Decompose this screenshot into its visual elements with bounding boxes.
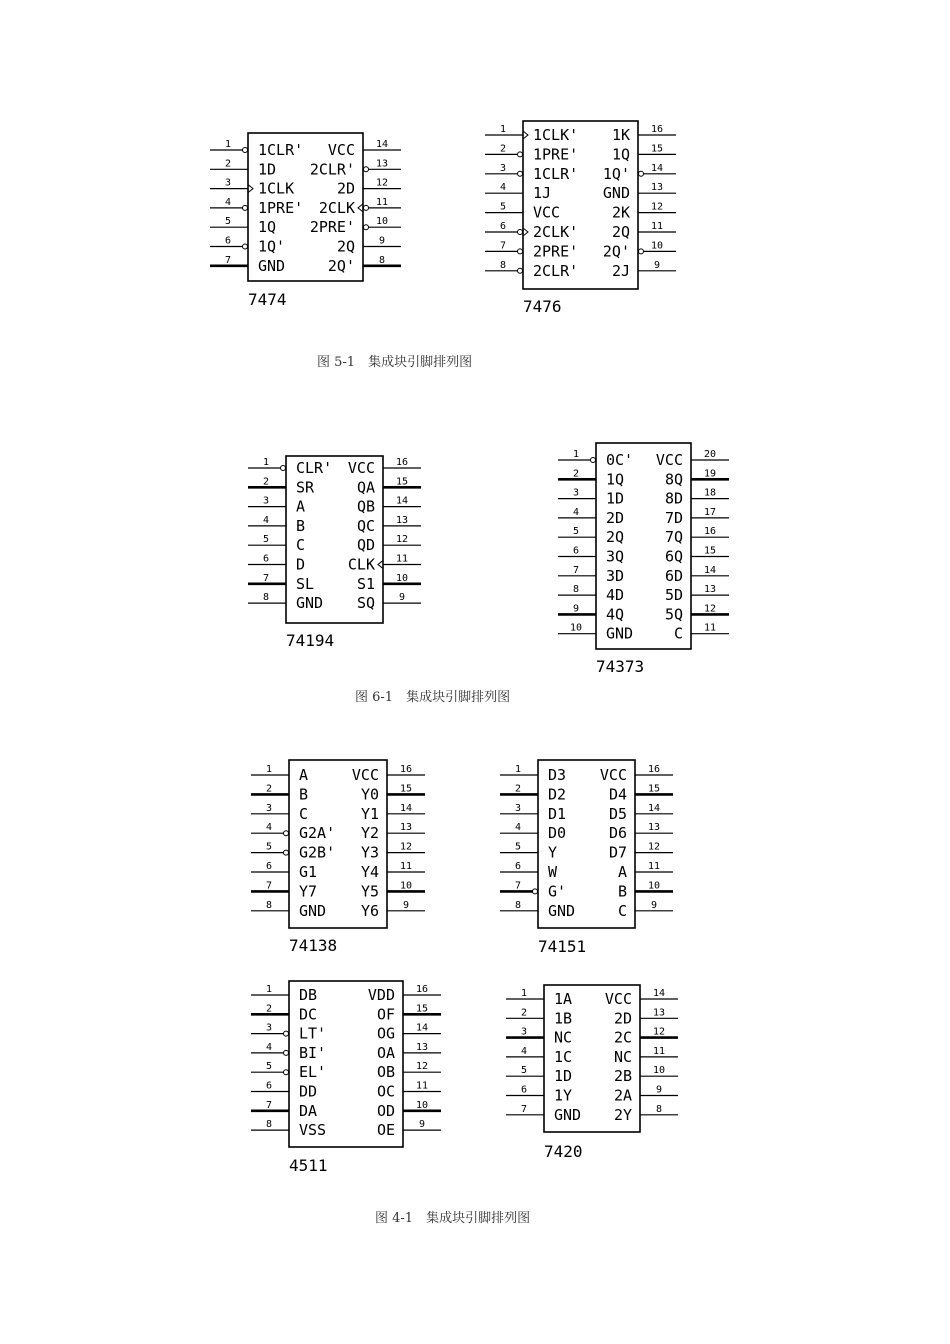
pin-number-left: 5 xyxy=(514,841,522,853)
pin-label-left: 1CLR' xyxy=(258,141,304,159)
pin-label-left: DB xyxy=(299,986,318,1004)
pin-label-left: Y xyxy=(548,843,558,862)
pin-number-right: 9 xyxy=(650,899,658,911)
pin-number-right: 12 xyxy=(652,1026,666,1038)
pin-label-right: A xyxy=(617,863,627,881)
figure-caption: 图 6-1 集成块引脚排列图 xyxy=(355,690,511,705)
chip-74138 xyxy=(251,760,425,955)
pin-number-left: 2 xyxy=(499,143,507,155)
pin-label-right: OF xyxy=(376,1005,395,1024)
pin-number-right: 11 xyxy=(415,1080,429,1092)
pin-label-right: D4 xyxy=(608,785,627,804)
pin-label-left: D2 xyxy=(548,785,567,804)
pin-number-right: 19 xyxy=(703,468,717,480)
pin-label-right: 2D xyxy=(613,1009,632,1028)
pin-label-right: 2D xyxy=(336,179,355,198)
pin-number-left: 7 xyxy=(520,1103,528,1115)
chip-name: 74194 xyxy=(286,631,335,650)
pin-label-right: 2B xyxy=(613,1067,632,1086)
pin-number-right: 13 xyxy=(652,1007,666,1019)
pin-label-right: OA xyxy=(376,1043,395,1062)
pin-number-left: 4 xyxy=(262,514,270,526)
pin-number-left: 3 xyxy=(224,177,232,189)
pin-number-right: 11 xyxy=(395,553,409,565)
pin-number-right: 15 xyxy=(647,783,661,795)
pin-label-left: 1A xyxy=(554,990,573,1008)
pin-label-right: C xyxy=(617,901,627,920)
pin-number-right: 11 xyxy=(375,196,389,208)
pin-label-right: 2C xyxy=(613,1028,632,1047)
pin-label-right: QD xyxy=(356,536,375,555)
chip-name: 74138 xyxy=(289,936,338,955)
pin-label-left: GND xyxy=(299,901,327,920)
pin-number-right: 14 xyxy=(652,988,666,999)
pin-label-right: S1 xyxy=(356,574,375,593)
pin-number-left: 2 xyxy=(224,158,232,170)
pin-number-right: 16 xyxy=(647,764,661,775)
pin-number-left: 3 xyxy=(499,162,507,174)
pin-number-right: 10 xyxy=(399,880,413,892)
pin-number-right: 14 xyxy=(375,139,389,150)
pin-label-left: 1D xyxy=(554,1067,573,1086)
pin-label-right: 7D xyxy=(664,508,683,527)
pin-number-left: 5 xyxy=(265,841,273,853)
figure-caption: 图 4-1 集成块引脚排列图 xyxy=(375,1211,531,1226)
figure-caption: 图 5-1 集成块引脚排列图 xyxy=(317,355,473,370)
pin-label-right: 2K xyxy=(611,203,630,222)
pin-number-left: 9 xyxy=(572,603,580,615)
pin-label-left: D0 xyxy=(548,824,567,843)
pin-label-left: 1J xyxy=(533,184,552,203)
pin-label-right: 2CLR' xyxy=(309,160,355,179)
pin-label-left: 1Q xyxy=(258,218,277,237)
pin-label-left: 0C' xyxy=(606,451,634,469)
pin-label-left: G2B' xyxy=(299,843,336,862)
pin-label-left: NC xyxy=(554,1028,573,1047)
chip-7420 xyxy=(506,985,678,1161)
chip-7476 xyxy=(485,121,676,316)
chip-name: 4511 xyxy=(289,1156,328,1175)
pin-label-left: 1PRE' xyxy=(533,145,579,164)
pin-number-left: 4 xyxy=(514,822,522,834)
pin-number-left: 10 xyxy=(569,622,583,634)
pin-number-right: 10 xyxy=(415,1099,429,1111)
pin-label-right: VCC xyxy=(351,766,379,784)
pin-label-left: C xyxy=(296,536,306,555)
pin-number-left: 3 xyxy=(520,1026,528,1038)
pin-number-left: 6 xyxy=(265,1080,273,1092)
pin-label-left: C xyxy=(299,804,309,823)
pin-label-right: Y4 xyxy=(360,863,379,881)
pin-number-left: 1 xyxy=(224,139,232,150)
pin-label-left: G2A' xyxy=(299,824,336,843)
pin-number-right: 10 xyxy=(375,216,389,228)
pin-number-right: 11 xyxy=(650,221,664,232)
pin-label-left: CLR' xyxy=(296,459,333,477)
pin-number-left: 7 xyxy=(499,240,507,252)
inverter-bubble xyxy=(518,230,523,235)
inverter-bubble xyxy=(518,249,523,254)
inverter-bubble xyxy=(284,1050,289,1055)
pin-number-left: 7 xyxy=(514,880,522,892)
pin-label-right: 5Q xyxy=(664,605,683,624)
pin-number-right: 16 xyxy=(650,124,664,135)
pin-number-left: 6 xyxy=(572,545,580,557)
pin-label-left: 4D xyxy=(606,586,625,605)
inverter-bubble xyxy=(533,889,538,894)
chip-74194 xyxy=(248,456,421,650)
pin-label-left: A xyxy=(299,766,309,784)
pin-label-left: 3Q xyxy=(606,547,625,566)
pin-label-left: 3D xyxy=(606,566,625,585)
pin-label-right: OB xyxy=(376,1063,395,1082)
pin-number-left: 3 xyxy=(514,802,522,814)
pin-number-right: 12 xyxy=(395,534,409,546)
pin-number-left: 7 xyxy=(572,564,580,576)
chip-74373 xyxy=(558,443,729,676)
pin-number-right: 10 xyxy=(647,880,661,892)
pin-number-right: 14 xyxy=(647,802,661,814)
pin-number-right: 11 xyxy=(647,861,661,872)
chip-7474 xyxy=(210,133,401,309)
pin-number-left: 3 xyxy=(265,802,273,814)
pin-number-left: 5 xyxy=(224,216,232,228)
pin-number-right: 15 xyxy=(399,783,413,795)
pin-number-right: 8 xyxy=(655,1103,663,1115)
inverter-bubble xyxy=(284,850,289,855)
pin-label-left: GND xyxy=(258,256,286,275)
pin-label-left: DC xyxy=(299,1005,318,1024)
pin-label-right: VCC xyxy=(604,990,632,1008)
pin-label-right: Y1 xyxy=(360,804,379,823)
pin-number-left: 3 xyxy=(262,495,270,507)
pin-number-right: 12 xyxy=(415,1061,429,1073)
pin-label-left: 1Y xyxy=(554,1086,573,1105)
pin-number-left: 2 xyxy=(262,476,270,488)
pin-number-left: 8 xyxy=(514,899,522,911)
pin-number-right: 15 xyxy=(395,476,409,488)
pin-label-right: 2Q xyxy=(336,237,355,256)
pin-label-left: 1C xyxy=(554,1047,573,1066)
pin-label-left: D1 xyxy=(548,804,567,823)
pin-label-left: SR xyxy=(296,478,315,497)
pin-number-left: 6 xyxy=(514,861,522,872)
chip-name: 7476 xyxy=(523,297,562,316)
pin-label-left: DA xyxy=(299,1101,318,1120)
pin-label-right: QA xyxy=(356,478,375,497)
pin-number-right: 14 xyxy=(650,162,664,174)
inverter-bubble xyxy=(243,205,248,210)
pin-label-left: Y7 xyxy=(299,882,318,901)
pin-label-right: VCC xyxy=(327,141,355,159)
pin-label-left: GND xyxy=(554,1105,582,1124)
pin-number-left: 5 xyxy=(572,526,580,538)
pin-label-right: 2Y xyxy=(613,1105,632,1124)
pin-number-right: 13 xyxy=(650,182,664,194)
pin-number-right: 13 xyxy=(647,822,661,834)
inverter-bubble xyxy=(518,171,523,176)
pin-label-left: GND xyxy=(548,901,576,920)
pin-number-right: 12 xyxy=(647,841,661,853)
pin-number-right: 13 xyxy=(415,1041,429,1053)
pin-number-right: 16 xyxy=(395,457,409,468)
pin-number-right: 10 xyxy=(395,572,409,584)
pin-label-left: VSS xyxy=(299,1121,327,1140)
pin-label-right: 2Q xyxy=(611,223,630,241)
pin-number-right: 9 xyxy=(378,235,386,247)
inverter-bubble xyxy=(639,171,644,176)
pin-number-left: 4 xyxy=(265,822,273,834)
pin-label-left: 2CLR' xyxy=(533,261,579,280)
pin-number-left: 5 xyxy=(520,1065,528,1077)
inverter-bubble xyxy=(364,205,369,210)
pin-number-left: 1 xyxy=(572,449,580,460)
pin-label-right: VCC xyxy=(599,766,627,784)
pin-label-left: 2PRE' xyxy=(533,242,579,261)
pin-number-left: 4 xyxy=(520,1045,528,1057)
pin-number-right: 18 xyxy=(703,487,717,499)
pin-number-right: 20 xyxy=(703,449,717,460)
pin-number-left: 3 xyxy=(265,1022,273,1034)
inverter-bubble xyxy=(284,1070,289,1075)
pin-number-left: 7 xyxy=(262,572,270,584)
pin-number-right: 9 xyxy=(402,899,410,911)
inverter-bubble xyxy=(639,249,644,254)
pin-number-left: 8 xyxy=(499,259,507,271)
pin-number-right: 11 xyxy=(399,861,413,872)
pin-number-right: 11 xyxy=(652,1045,666,1057)
pin-number-right: 16 xyxy=(703,526,717,538)
pin-number-right: 14 xyxy=(399,802,413,814)
pin-label-right: 8D xyxy=(664,489,683,508)
pin-number-right: 13 xyxy=(375,158,389,170)
pin-number-right: 13 xyxy=(399,822,413,834)
pin-label-left: SL xyxy=(296,574,315,593)
pin-label-right: 2Q' xyxy=(327,256,355,275)
pin-label-right: 2CLK xyxy=(318,198,355,217)
pin-number-right: 9 xyxy=(418,1119,426,1131)
pin-label-right: Y6 xyxy=(360,901,379,920)
pin-number-right: 10 xyxy=(650,240,664,252)
pin-number-left: 6 xyxy=(520,1084,528,1096)
pin-label-right: D6 xyxy=(608,824,627,843)
pin-number-right: 14 xyxy=(703,564,717,576)
pin-label-right: D7 xyxy=(608,843,627,862)
pin-number-right: 9 xyxy=(398,592,406,604)
pin-label-right: OE xyxy=(376,1121,395,1140)
pin-number-left: 8 xyxy=(572,584,580,596)
pin-number-left: 5 xyxy=(499,201,507,213)
pin-label-right: QC xyxy=(356,516,375,535)
pin-number-left: 1 xyxy=(520,988,528,999)
pin-label-right: Y0 xyxy=(360,785,379,804)
pin-number-right: 17 xyxy=(703,506,717,518)
pin-number-right: 15 xyxy=(703,545,717,557)
pin-label-right: OC xyxy=(376,1082,395,1101)
pin-label-left: 1CLK' xyxy=(533,126,579,144)
pin-label-right: VDD xyxy=(367,986,395,1004)
pin-label-right: 6Q xyxy=(664,547,683,566)
pin-label-right: 2Q' xyxy=(602,242,630,261)
pin-number-right: 14 xyxy=(415,1022,429,1034)
pin-label-left: LT' xyxy=(299,1024,327,1043)
inverter-bubble xyxy=(243,148,248,153)
pin-label-left: GND xyxy=(296,594,324,613)
pin-number-left: 6 xyxy=(262,553,270,565)
inverter-bubble xyxy=(243,244,248,249)
chip-name: 7420 xyxy=(544,1142,583,1161)
pin-number-left: 7 xyxy=(224,254,232,266)
pin-label-left: VCC xyxy=(533,203,561,222)
pin-label-left: B xyxy=(296,516,306,535)
pin-label-right: QB xyxy=(356,497,375,516)
pin-number-left: 4 xyxy=(499,182,507,194)
pin-label-right: 7Q xyxy=(664,528,683,547)
pin-number-left: 5 xyxy=(265,1061,273,1073)
pin-number-left: 7 xyxy=(265,1099,273,1111)
inverter-bubble xyxy=(518,152,523,157)
pin-number-left: 4 xyxy=(265,1041,273,1053)
pin-number-left: 1 xyxy=(262,457,270,468)
pin-label-left: DD xyxy=(299,1082,318,1101)
pin-number-right: 16 xyxy=(399,764,413,775)
pin-label-left: GND xyxy=(606,624,634,643)
pin-label-left: 1CLR' xyxy=(533,164,579,183)
pin-label-left: 2Q xyxy=(606,528,625,547)
pin-number-left: 1 xyxy=(265,764,273,775)
pin-label-right: D5 xyxy=(608,804,627,823)
pin-label-right: 1Q' xyxy=(602,164,630,183)
pin-number-right: 9 xyxy=(655,1084,663,1096)
pin-number-right: 15 xyxy=(415,1003,429,1015)
pin-number-left: 2 xyxy=(520,1007,528,1019)
pin-label-left: 1B xyxy=(554,1009,573,1028)
pin-number-left: 1 xyxy=(514,764,522,775)
pin-number-left: 2 xyxy=(572,468,580,480)
chip-4511 xyxy=(251,981,441,1175)
pin-label-right: CLK xyxy=(347,555,375,574)
pin-label-right: 6D xyxy=(664,566,683,585)
pin-label-right: C xyxy=(673,624,683,643)
pin-number-left: 7 xyxy=(265,880,273,892)
pin-label-left: 2CLK' xyxy=(533,223,579,241)
inverter-bubble xyxy=(518,268,523,273)
pin-number-left: 6 xyxy=(499,221,507,232)
pin-label-right: B xyxy=(617,882,627,901)
pin-label-right: OG xyxy=(376,1024,395,1043)
pin-number-left: 1 xyxy=(499,124,507,135)
pin-number-left: 6 xyxy=(224,235,232,247)
pin-number-right: 15 xyxy=(650,143,664,155)
pin-label-left: 1CLK xyxy=(258,179,295,198)
pin-label-right: NC xyxy=(613,1047,632,1066)
pin-label-left: 1PRE' xyxy=(258,198,304,217)
pin-number-right: 12 xyxy=(375,177,389,189)
pin-number-right: 11 xyxy=(703,622,717,634)
chip-name: 74151 xyxy=(538,937,587,956)
pin-label-right: 2PRE' xyxy=(309,218,355,237)
pin-number-right: 9 xyxy=(653,259,661,271)
pin-label-left: D3 xyxy=(548,766,567,784)
pin-label-right: 2A xyxy=(613,1086,632,1105)
pin-number-left: 6 xyxy=(265,861,273,872)
pin-label-right: Y2 xyxy=(360,824,379,843)
pin-label-left: 4Q xyxy=(606,605,625,624)
pin-label-right: SQ xyxy=(356,594,375,613)
pin-label-left: D xyxy=(296,555,306,574)
pin-number-left: 8 xyxy=(265,899,273,911)
pin-label-left: 2D xyxy=(606,508,625,527)
pin-label-left: 1D xyxy=(258,160,277,179)
pin-label-left: G1 xyxy=(299,863,318,881)
pin-number-right: 12 xyxy=(703,603,717,615)
pin-label-right: OD xyxy=(376,1101,395,1120)
pin-number-right: 16 xyxy=(415,984,429,995)
pin-label-right: GND xyxy=(602,184,630,203)
pin-number-right: 12 xyxy=(650,201,664,213)
pin-label-right: 1Q xyxy=(611,145,630,164)
pin-number-left: 5 xyxy=(262,534,270,546)
chip-name: 7474 xyxy=(248,290,287,309)
pin-number-right: 8 xyxy=(378,254,386,266)
pin-label-right: VCC xyxy=(655,451,683,469)
pin-number-right: 10 xyxy=(652,1065,666,1077)
inverter-bubble xyxy=(281,466,286,471)
pin-label-left: BI' xyxy=(299,1043,327,1062)
pin-label-right: Y5 xyxy=(360,882,379,901)
pin-label-left: G' xyxy=(548,882,567,901)
inverter-bubble xyxy=(364,167,369,172)
inverter-bubble xyxy=(591,458,596,463)
pin-label-right: VCC xyxy=(347,459,375,477)
pin-label-right: Y3 xyxy=(360,843,379,862)
pin-number-left: 1 xyxy=(265,984,273,995)
pin-number-right: 14 xyxy=(395,495,409,507)
pin-label-left: EL' xyxy=(299,1063,327,1082)
pin-number-right: 12 xyxy=(399,841,413,853)
pin-label-right: 5D xyxy=(664,586,683,605)
chip-74151 xyxy=(500,760,673,956)
chip-name: 74373 xyxy=(596,657,645,676)
pin-number-right: 13 xyxy=(703,584,717,596)
pin-label-right: 1K xyxy=(611,126,630,144)
pin-number-left: 2 xyxy=(265,783,273,795)
pin-label-left: A xyxy=(296,497,306,516)
pin-number-left: 4 xyxy=(224,196,232,208)
pin-number-left: 2 xyxy=(265,1003,273,1015)
pin-number-left: 8 xyxy=(262,592,270,604)
pin-label-left: B xyxy=(299,785,309,804)
pin-label-left: 1Q' xyxy=(258,237,286,256)
inverter-bubble xyxy=(364,225,369,230)
inverter-bubble xyxy=(284,831,289,836)
pin-label-right: 2J xyxy=(611,261,630,280)
pin-label-right: 8Q xyxy=(664,470,683,489)
pin-label-left: 1D xyxy=(606,489,625,508)
pin-number-left: 2 xyxy=(514,783,522,795)
inverter-bubble xyxy=(284,1031,289,1036)
pin-label-left: W xyxy=(548,863,558,881)
pin-number-right: 13 xyxy=(395,514,409,526)
pin-label-left: 1Q xyxy=(606,470,625,489)
pin-number-left: 4 xyxy=(572,506,580,518)
pin-number-left: 8 xyxy=(265,1119,273,1131)
pin-number-left: 3 xyxy=(572,487,580,499)
